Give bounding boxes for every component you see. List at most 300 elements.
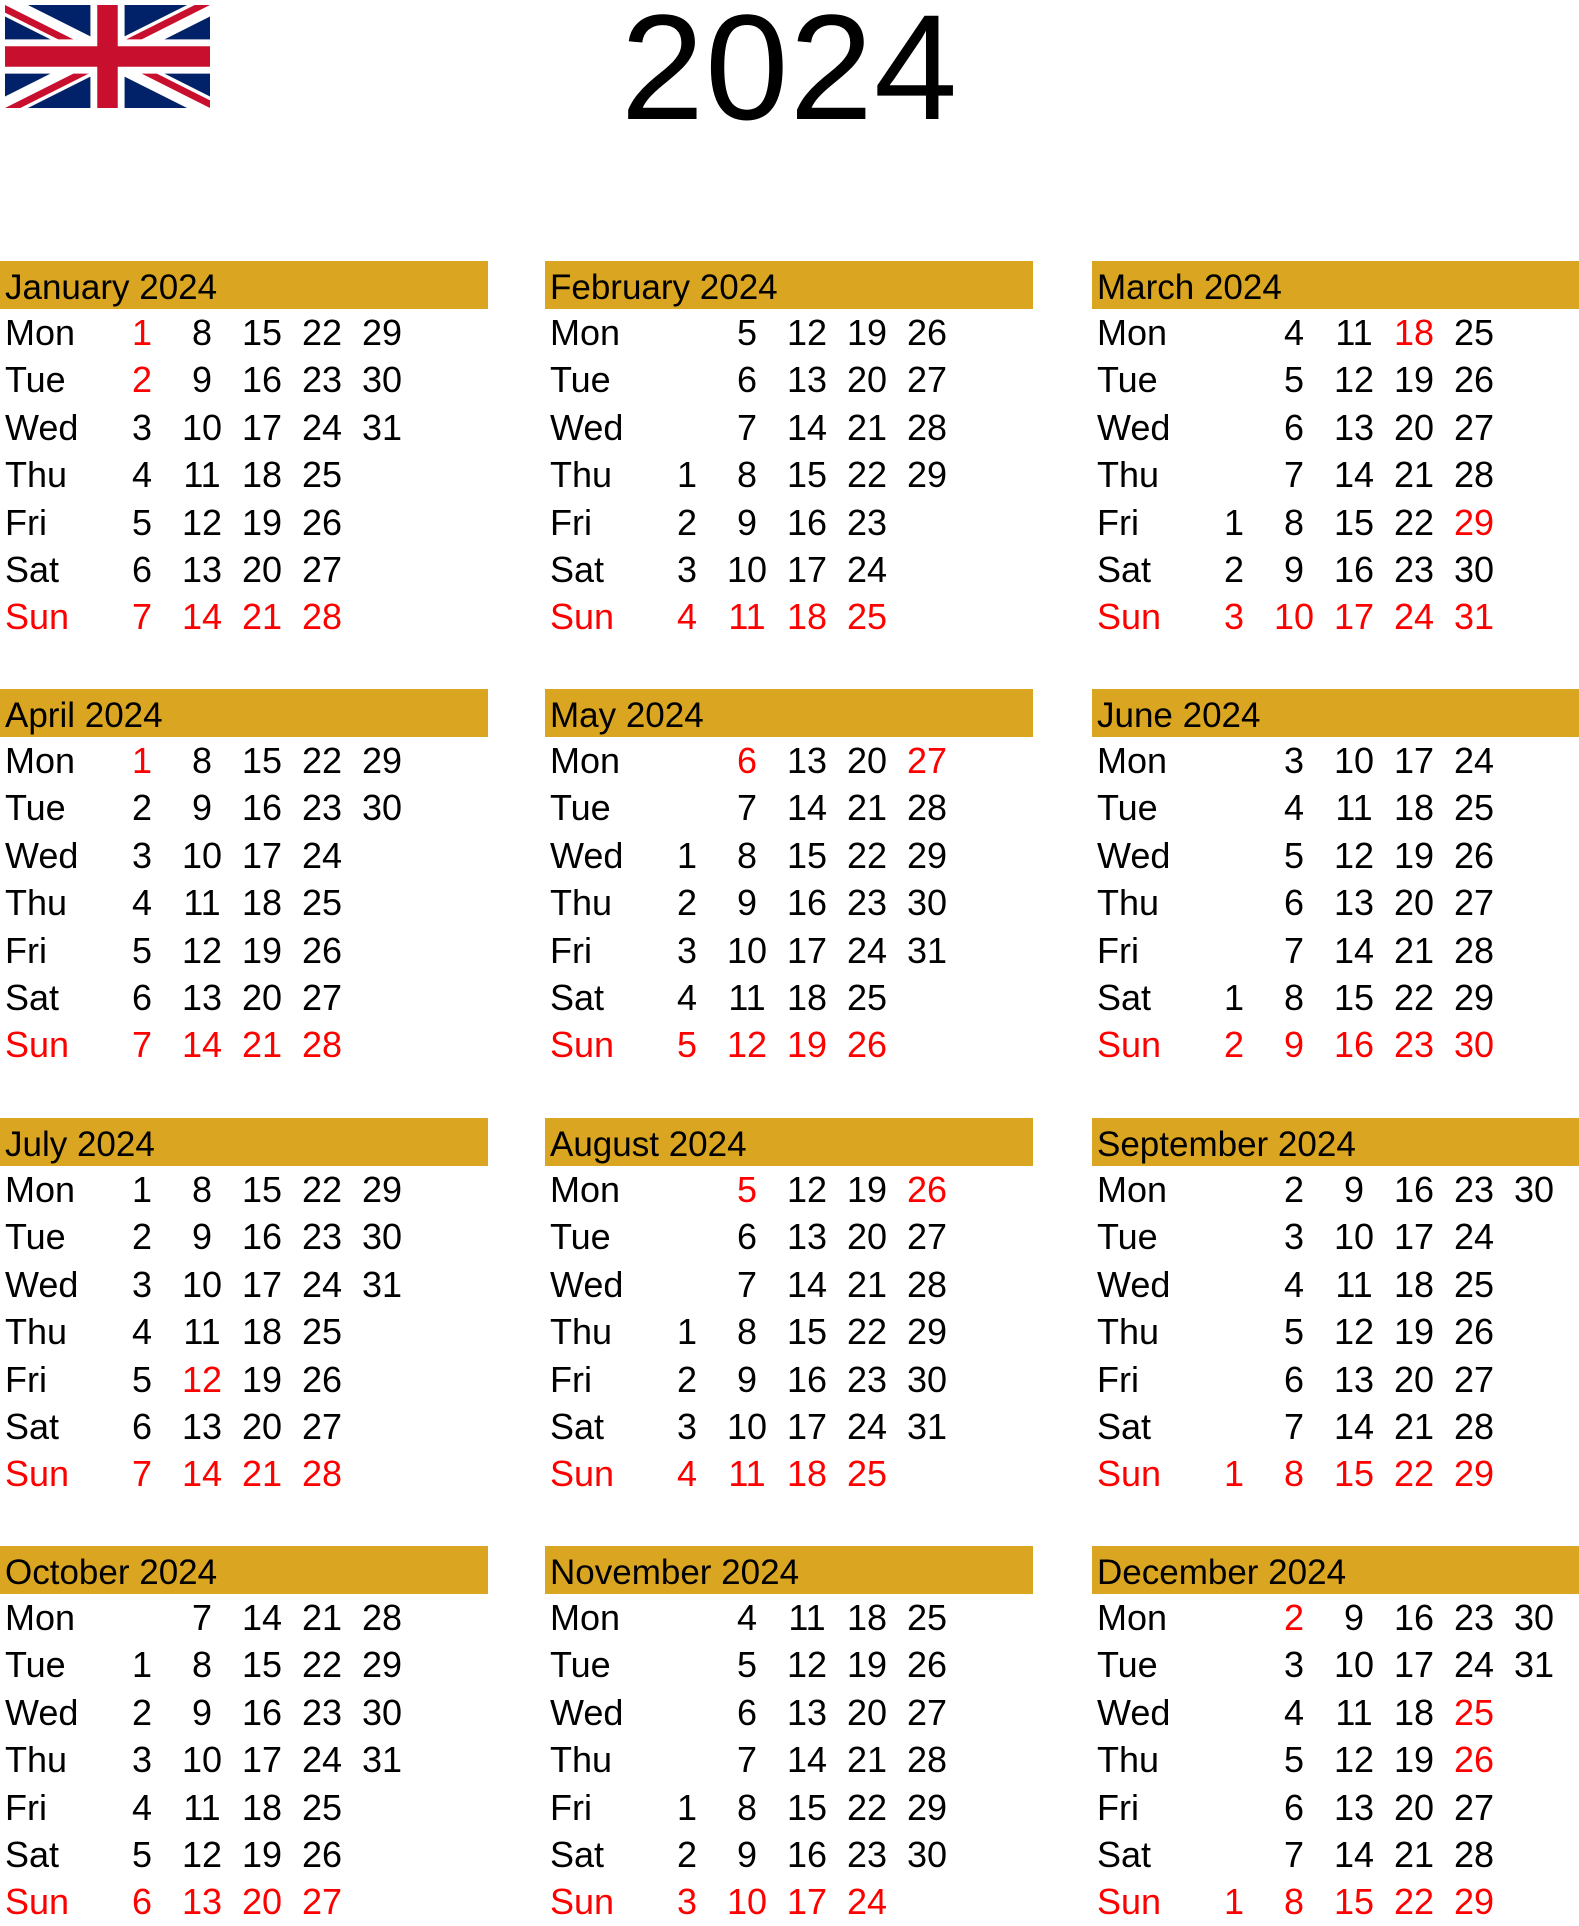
day-date: 25 — [1453, 312, 1495, 353]
holiday-date: 25 — [846, 596, 888, 638]
day-date: 9 — [736, 882, 758, 924]
weekday-row — [545, 309, 1033, 356]
holiday-date: 17 — [786, 1881, 828, 1923]
holiday-date: 18 — [1393, 312, 1435, 353]
day-date: 11 — [1335, 1263, 1373, 1305]
weekday-label: Wed — [1097, 834, 1171, 876]
day-date: 26 — [1453, 359, 1495, 401]
day-date: 19 — [241, 1358, 283, 1400]
day-date: 23 — [846, 1358, 888, 1400]
month-block — [0, 261, 488, 641]
day-date: 9 — [1343, 1597, 1365, 1638]
weekday-row — [545, 737, 1033, 784]
day-date: 29 — [361, 1644, 403, 1686]
day-date: 25 — [301, 882, 343, 924]
holiday-date: 26 — [846, 1024, 888, 1066]
holiday-date: 30 — [1453, 1024, 1495, 1066]
day-date: 7 — [1283, 1405, 1305, 1447]
month-header: August 2024 — [545, 1118, 1033, 1166]
day-date: 21 — [1393, 929, 1435, 971]
day-date: 24 — [1453, 1644, 1495, 1686]
weekday-label: Sun — [550, 1453, 615, 1495]
day-date: 5 — [131, 501, 153, 543]
weekday-label: Sun — [5, 1453, 70, 1495]
holiday-date: 28 — [301, 596, 343, 638]
day-date: 22 — [1393, 976, 1435, 1018]
day-date: 30 — [361, 787, 403, 829]
day-date: 26 — [301, 929, 343, 971]
holiday-date: 3 — [1223, 596, 1245, 638]
day-date: 12 — [1333, 834, 1375, 876]
day-date: 4 — [131, 1311, 153, 1353]
day-date: 19 — [1393, 834, 1435, 876]
holiday-date: 15 — [1333, 1881, 1375, 1923]
day-date: 24 — [1453, 740, 1495, 781]
day-date: 18 — [786, 976, 828, 1018]
weekday-row — [545, 451, 1033, 498]
day-date: 9 — [736, 1833, 758, 1875]
weekday-label: Fri — [5, 1358, 47, 1400]
weekday-row — [1092, 1641, 1579, 1688]
weekday-label: Sun — [5, 596, 70, 638]
day-date: 6 — [736, 359, 758, 401]
weekday-label: Thu — [550, 882, 613, 924]
day-date: 18 — [1393, 1691, 1435, 1733]
holiday-date: 29 — [1453, 501, 1495, 543]
weekday-label: Tue — [1097, 1216, 1158, 1258]
weekday-label: Mon — [550, 1169, 621, 1210]
weekday-row — [1092, 1021, 1579, 1068]
day-date: 20 — [846, 740, 888, 781]
weekday-row — [1092, 1736, 1579, 1783]
holiday-date: 5 — [676, 1024, 698, 1066]
day-date: 24 — [846, 548, 888, 590]
day-date: 28 — [1453, 1833, 1495, 1875]
day-date: 30 — [361, 1691, 403, 1733]
day-date: 13 — [1333, 1786, 1375, 1828]
weekday-label: Sun — [550, 1024, 615, 1066]
day-date: 18 — [241, 1311, 283, 1353]
day-date: 3 — [131, 406, 153, 448]
day-date: 19 — [846, 1644, 888, 1686]
weekday-row — [0, 499, 488, 546]
day-date: 26 — [301, 1833, 343, 1875]
weekday-row — [1092, 356, 1579, 403]
weekday-label: Mon — [550, 740, 621, 781]
day-date: 6 — [736, 1691, 758, 1733]
weekday-label: Thu — [550, 454, 613, 496]
weekday-row — [0, 1831, 488, 1878]
day-date: 3 — [1283, 1644, 1305, 1686]
day-date: 22 — [846, 454, 888, 496]
weekday-label: Tue — [5, 1216, 66, 1258]
day-date: 28 — [906, 1263, 948, 1305]
day-date: 22 — [1393, 501, 1435, 543]
day-date: 30 — [1453, 548, 1495, 590]
day-date: 9 — [191, 1216, 213, 1258]
month-header: June 2024 — [1092, 689, 1579, 737]
day-date: 24 — [846, 929, 888, 971]
weekday-label: Sun — [5, 1024, 70, 1066]
month-block — [0, 689, 488, 1069]
day-date: 23 — [301, 1216, 343, 1258]
holiday-date: 13 — [181, 1881, 223, 1923]
day-date: 12 — [181, 929, 223, 971]
day-date: 2 — [1283, 1169, 1305, 1210]
day-date: 7 — [736, 787, 758, 829]
month-header: February 2024 — [545, 261, 1033, 309]
weekday-row — [545, 1356, 1033, 1403]
day-date: 5 — [131, 1358, 153, 1400]
day-date: 13 — [786, 1691, 828, 1733]
day-date: 2 — [131, 787, 153, 829]
weekday-row — [0, 1166, 488, 1213]
day-date: 29 — [906, 1786, 948, 1828]
day-date: 2 — [131, 1216, 153, 1258]
day-date: 16 — [786, 501, 828, 543]
weekday-row — [1092, 451, 1579, 498]
weekday-row — [1092, 1784, 1579, 1831]
day-date: 31 — [361, 406, 403, 448]
holiday-date: 7 — [131, 1024, 153, 1066]
day-date: 25 — [301, 1786, 343, 1828]
day-date: 14 — [786, 406, 828, 448]
day-date: 19 — [241, 1833, 283, 1875]
weekday-label: Tue — [550, 787, 611, 829]
day-date: 9 — [1343, 1169, 1365, 1210]
weekday-label: Thu — [550, 1311, 613, 1353]
day-date: 26 — [1453, 1311, 1495, 1353]
weekday-label: Sat — [5, 548, 60, 590]
weekday-label: Mon — [1097, 1597, 1168, 1638]
day-date: 9 — [191, 1691, 213, 1733]
day-date: 8 — [191, 312, 213, 353]
weekday-row — [0, 784, 488, 831]
holiday-date: 22 — [1393, 1881, 1435, 1923]
day-date: 10 — [181, 1739, 223, 1781]
month-block — [1092, 1118, 1579, 1498]
day-date: 15 — [241, 1169, 283, 1210]
day-date: 24 — [301, 834, 343, 876]
weekday-row — [545, 546, 1033, 593]
weekday-label: Mon — [5, 312, 76, 353]
day-date: 4 — [676, 976, 698, 1018]
day-date: 15 — [786, 1311, 828, 1353]
day-date: 3 — [676, 1405, 698, 1447]
day-date: 23 — [301, 787, 343, 829]
weekday-row — [1092, 1261, 1579, 1308]
day-date: 4 — [1283, 1263, 1305, 1305]
holiday-date: 26 — [1453, 1739, 1495, 1781]
weekday-row — [545, 1831, 1033, 1878]
weekday-row — [1092, 499, 1579, 546]
weekday-label: Mon — [5, 740, 76, 781]
day-date: 16 — [1393, 1597, 1435, 1638]
day-date: 30 — [361, 359, 403, 401]
day-date: 30 — [906, 1358, 948, 1400]
holiday-date: 27 — [301, 1881, 343, 1923]
weekday-label: Sun — [1097, 1024, 1162, 1066]
day-date: 16 — [786, 882, 828, 924]
day-date: 28 — [906, 787, 948, 829]
day-date: 9 — [191, 787, 213, 829]
weekday-row — [1092, 1450, 1579, 1497]
day-date: 31 — [906, 929, 948, 971]
day-date: 21 — [1393, 454, 1435, 496]
holiday-date: 3 — [676, 1881, 698, 1923]
weekday-row — [1092, 593, 1579, 640]
day-date: 24 — [301, 406, 343, 448]
day-date: 7 — [736, 1263, 758, 1305]
weekday-label: Tue — [5, 1644, 66, 1686]
holiday-date: 21 — [241, 596, 283, 638]
weekday-label: Tue — [550, 1216, 611, 1258]
day-date: 5 — [131, 929, 153, 971]
day-date: 24 — [1453, 1216, 1495, 1258]
day-date: 18 — [1393, 1263, 1435, 1305]
day-date: 23 — [1453, 1597, 1495, 1638]
day-date: 10 — [726, 929, 768, 971]
day-date: 23 — [846, 501, 888, 543]
day-date: 30 — [1513, 1169, 1555, 1210]
day-date: 1 — [1223, 501, 1245, 543]
month-block — [545, 1118, 1033, 1498]
day-date: 5 — [1283, 1311, 1305, 1353]
day-date: 8 — [191, 740, 213, 781]
weekday-label: Thu — [1097, 1311, 1160, 1353]
weekday-row — [0, 737, 488, 784]
day-date: 12 — [1333, 359, 1375, 401]
day-date: 31 — [1513, 1644, 1555, 1686]
day-date: 25 — [1453, 787, 1495, 829]
weekday-row — [1092, 832, 1579, 879]
weekday-label: Sat — [550, 976, 605, 1018]
day-date: 9 — [1283, 548, 1305, 590]
weekday-row — [0, 1308, 488, 1355]
day-date: 27 — [301, 1405, 343, 1447]
weekday-label: Thu — [5, 882, 68, 924]
day-date: 17 — [241, 834, 283, 876]
day-date: 14 — [786, 787, 828, 829]
day-date: 30 — [1513, 1597, 1555, 1638]
weekday-label: Thu — [1097, 1739, 1160, 1781]
day-date: 18 — [846, 1597, 888, 1638]
holiday-date: 21 — [241, 1453, 283, 1495]
weekday-label: Fri — [550, 1358, 592, 1400]
day-date: 25 — [301, 1311, 343, 1353]
holiday-date: 1 — [1223, 1881, 1245, 1923]
weekday-row — [0, 1403, 488, 1450]
day-date: 17 — [1393, 1644, 1435, 1686]
weekday-row — [1092, 404, 1579, 451]
day-date: 11 — [1335, 312, 1373, 353]
day-date: 25 — [846, 976, 888, 1018]
weekday-label: Wed — [550, 1691, 624, 1733]
day-date: 31 — [361, 1263, 403, 1305]
weekday-label: Sat — [550, 1405, 605, 1447]
weekday-label: Tue — [550, 1644, 611, 1686]
weekday-label: Sun — [550, 596, 615, 638]
weekday-label: Wed — [550, 406, 624, 448]
holiday-date: 2 — [1283, 1597, 1305, 1638]
weekday-row — [545, 1213, 1033, 1260]
day-date: 16 — [241, 787, 283, 829]
weekday-row — [545, 879, 1033, 926]
holiday-date: 1 — [131, 312, 153, 353]
weekday-label: Mon — [1097, 740, 1168, 781]
day-date: 28 — [1453, 929, 1495, 971]
holiday-date: 20 — [241, 1881, 283, 1923]
weekday-label: Sun — [1097, 1881, 1162, 1923]
month-block — [1092, 1546, 1579, 1926]
weekday-row — [545, 1736, 1033, 1783]
day-date: 21 — [846, 406, 888, 448]
day-date: 3 — [131, 1263, 153, 1305]
weekday-row — [545, 1021, 1033, 1068]
weekday-label: Sat — [5, 976, 60, 1018]
weekday-row — [0, 451, 488, 498]
weekday-row — [0, 1784, 488, 1831]
weekday-row — [0, 1261, 488, 1308]
holiday-date: 11 — [728, 1453, 766, 1495]
day-date: 1 — [1223, 976, 1245, 1018]
day-date: 11 — [1335, 787, 1373, 829]
weekday-row — [1092, 737, 1579, 784]
weekday-label: Sun — [550, 1881, 615, 1923]
weekday-label: Wed — [5, 406, 79, 448]
day-date: 31 — [361, 1739, 403, 1781]
day-date: 1 — [131, 1644, 153, 1686]
weekday-label: Wed — [5, 1263, 79, 1305]
holiday-date: 25 — [1453, 1691, 1495, 1733]
day-date: 13 — [786, 740, 828, 781]
holiday-date: 16 — [1333, 1024, 1375, 1066]
day-date: 5 — [131, 1833, 153, 1875]
day-date: 13 — [181, 976, 223, 1018]
weekday-row — [0, 1356, 488, 1403]
day-date: 11 — [183, 1786, 221, 1828]
day-date: 19 — [241, 929, 283, 971]
holiday-date: 29 — [1453, 1453, 1495, 1495]
day-date: 8 — [191, 1644, 213, 1686]
day-date: 18 — [241, 454, 283, 496]
weekday-row — [545, 1261, 1033, 1308]
weekday-row — [545, 1403, 1033, 1450]
weekday-label: Sun — [1097, 596, 1162, 638]
weekday-label: Sun — [5, 1881, 70, 1923]
day-date: 15 — [786, 454, 828, 496]
day-date: 19 — [846, 312, 888, 353]
day-date: 24 — [846, 1405, 888, 1447]
holiday-date: 29 — [1453, 1881, 1495, 1923]
holiday-date: 10 — [1273, 596, 1315, 638]
holiday-date: 12 — [726, 1024, 768, 1066]
holiday-date: 1 — [131, 740, 153, 781]
weekday-row — [545, 1878, 1033, 1925]
weekday-label: Mon — [1097, 312, 1168, 353]
day-date: 26 — [1453, 834, 1495, 876]
holiday-date: 10 — [726, 1881, 768, 1923]
day-date: 29 — [361, 312, 403, 353]
weekday-row — [545, 1166, 1033, 1213]
day-date: 13 — [1333, 882, 1375, 924]
day-date: 24 — [301, 1263, 343, 1305]
day-date: 28 — [1453, 1405, 1495, 1447]
weekday-label: Mon — [550, 312, 621, 353]
holiday-date: 18 — [786, 1453, 828, 1495]
weekday-label: Mon — [5, 1169, 76, 1210]
day-date: 14 — [1333, 929, 1375, 971]
day-date: 19 — [1393, 1311, 1435, 1353]
day-date: 4 — [736, 1597, 758, 1638]
day-date: 28 — [906, 1739, 948, 1781]
day-date: 31 — [906, 1405, 948, 1447]
day-date: 15 — [241, 312, 283, 353]
weekday-label: Thu — [1097, 882, 1160, 924]
day-date: 28 — [906, 406, 948, 448]
day-date: 13 — [786, 1216, 828, 1258]
day-date: 23 — [301, 359, 343, 401]
day-date: 5 — [736, 312, 758, 353]
weekday-row — [0, 1641, 488, 1688]
day-date: 12 — [786, 1644, 828, 1686]
weekday-row — [1092, 879, 1579, 926]
day-date: 16 — [786, 1833, 828, 1875]
day-date: 29 — [906, 1311, 948, 1353]
day-date: 4 — [1283, 787, 1305, 829]
weekday-label: Fri — [1097, 1786, 1139, 1828]
weekday-label: Mon — [1097, 1169, 1168, 1210]
holiday-date: 28 — [301, 1453, 343, 1495]
day-date: 11 — [183, 454, 221, 496]
month-block — [1092, 689, 1579, 1069]
day-date: 17 — [786, 548, 828, 590]
day-date: 13 — [181, 548, 223, 590]
holiday-date: 27 — [906, 740, 948, 781]
weekday-label: Wed — [1097, 1263, 1171, 1305]
day-date: 8 — [736, 454, 758, 496]
day-date: 13 — [181, 1405, 223, 1447]
day-date: 2 — [676, 882, 698, 924]
month-block — [545, 1546, 1033, 1926]
day-date: 19 — [1393, 359, 1435, 401]
day-date: 1 — [676, 454, 698, 496]
day-date: 14 — [1333, 1405, 1375, 1447]
holiday-date: 7 — [131, 1453, 153, 1495]
day-date: 6 — [1283, 1358, 1305, 1400]
day-date: 17 — [786, 1405, 828, 1447]
day-date: 15 — [786, 834, 828, 876]
holiday-date: 21 — [241, 1024, 283, 1066]
day-date: 12 — [1333, 1739, 1375, 1781]
holiday-date: 11 — [728, 596, 766, 638]
day-date: 29 — [1453, 976, 1495, 1018]
weekday-label: Sat — [1097, 548, 1152, 590]
day-date: 4 — [131, 882, 153, 924]
weekday-label: Tue — [1097, 359, 1158, 401]
holiday-date: 7 — [131, 596, 153, 638]
month-header: November 2024 — [545, 1546, 1033, 1594]
day-date: 5 — [736, 1644, 758, 1686]
weekday-label: Tue — [1097, 1644, 1158, 1686]
weekday-row — [0, 1213, 488, 1260]
day-date: 16 — [241, 1216, 283, 1258]
weekday-label: Tue — [1097, 787, 1158, 829]
weekday-row — [0, 927, 488, 974]
weekday-label: Fri — [550, 1786, 592, 1828]
day-date: 10 — [181, 406, 223, 448]
day-date: 29 — [906, 454, 948, 496]
